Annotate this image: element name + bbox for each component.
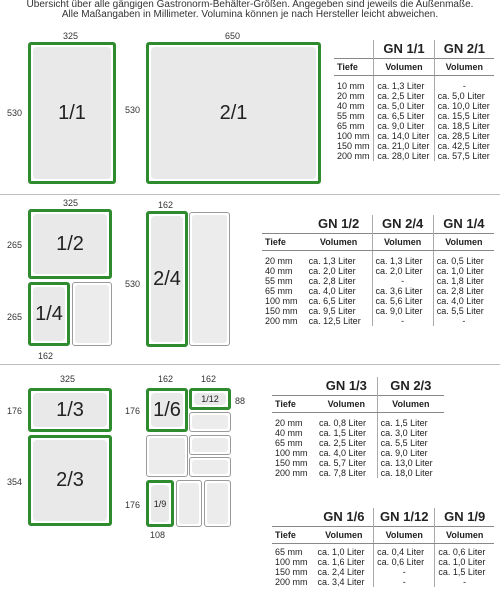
dim-width-162-b: 162: [201, 374, 217, 384]
table-row: 100 mm ca. 14,0 Liter ca. 28,5 Liter: [334, 131, 494, 141]
col-volumen: Volumen: [315, 526, 374, 543]
section-divider: [0, 194, 500, 195]
col-volumen: Volumen: [377, 395, 444, 412]
gn-1-9-outline: [176, 480, 202, 527]
dim-width-162-b: 162: [38, 351, 54, 361]
gn-2-4-label: 2/4: [153, 267, 181, 290]
gn-1-1-container: [28, 42, 116, 184]
table-row: 100 mm ca. 1,6 Liter ca. 0,6 Liter ca. 1,0 Liter: [272, 557, 494, 567]
volume-table-gn-1-6-1-12-1-9: [272, 508, 494, 587]
dim-height-265-b: 265: [7, 312, 23, 322]
table-row: 10 mm ca. 1,3 Liter -: [334, 81, 494, 91]
table-row: 40 mm ca. 5,0 Liter ca. 10,0 Liter: [334, 101, 494, 111]
col-volumen: Volumen: [372, 233, 433, 250]
dim-height-176: 176: [7, 406, 23, 416]
intro-line-1: Übersicht über alle gängigen Gastronorm-Behälter-Größen. Angegeben sind jeweils die Außenmaße.: [26, 0, 474, 10]
gn-1-9-label: 1/9: [153, 498, 167, 509]
col-tiefe: Tiefe: [272, 526, 315, 543]
table-row: 200 mm ca. 3,4 Liter - -: [272, 577, 494, 587]
table-row: 55 mm ca. 2,8 Liter - ca. 1,8 Liter: [262, 276, 494, 286]
header-gn-1-6: GN 1/6: [323, 508, 365, 524]
gn-1-12-outline: [189, 435, 231, 455]
col-volumen: Volumen: [306, 233, 372, 250]
dim-width-325: 325: [60, 374, 76, 384]
gn-1-4-outline: [72, 282, 112, 346]
header-gn-2-1: GN 2/1: [434, 40, 494, 58]
header-gn-1-2: GN 1/2: [317, 215, 360, 231]
header-gn-1-4: GN 1/4: [433, 215, 494, 233]
volume-table-gn-1-3-2-3: [272, 377, 444, 478]
col-volumen: Volumen: [435, 526, 494, 543]
col-tiefe: Tiefe: [334, 58, 374, 75]
dim-height-530-b: 530: [125, 105, 141, 115]
col-volumen: Volumen: [374, 58, 434, 75]
table-row: 40 mm ca. 2,0 Liter ca. 2,0 Liter ca. 1,0 Liter: [262, 266, 494, 276]
section-divider: [0, 364, 500, 365]
table-row: 20 mm ca. 1,3 Liter ca. 1,3 Liter ca. 0,5 Liter: [262, 256, 494, 266]
table-row: 150 mm ca. 21,0 Liter ca. 42,5 Liter: [334, 141, 494, 151]
gn-2-4-container: [146, 211, 188, 347]
gn-2-1-label: 2/1: [219, 101, 248, 124]
table-row: 150 mm ca. 2,4 Liter - ca. 1,5 Liter: [272, 567, 494, 577]
dim-height-354: 354: [7, 477, 23, 487]
gn-1-12-outline: [189, 412, 231, 432]
dim-height-530: 530: [125, 279, 141, 289]
col-tiefe: Tiefe: [262, 233, 306, 250]
table-row: 200 mm ca. 7,8 Liter ca. 18,0 Liter: [272, 468, 444, 478]
table-row: 100 mm ca. 6,5 Liter ca. 5,6 Liter ca. 4,0 Liter: [262, 296, 494, 306]
table-row: 100 mm ca. 4,0 Liter ca. 9,0 Liter: [272, 448, 444, 458]
header-gn-2-3: GN 2/3: [377, 377, 444, 395]
intro-text: [0, 0, 500, 20]
col-volumen: Volumen: [316, 395, 377, 412]
gn-1-9-container: [146, 480, 174, 527]
table-row: 150 mm ca. 5,7 Liter ca. 13,0 Liter: [272, 458, 444, 468]
table-row: 20 mm ca. 2,5 Liter ca. 5,0 Liter: [334, 91, 494, 101]
gn-1-4-container: [28, 282, 70, 346]
gn-1-12-label: 1/12: [201, 394, 219, 404]
gn-1-3-container: [28, 388, 112, 432]
col-volumen: Volumen: [434, 58, 494, 75]
dim-height-176-c: 176: [125, 500, 141, 510]
gn-1-12-outline: [189, 457, 231, 477]
header-gn-1-12: GN 1/12: [374, 508, 435, 526]
col-tiefe: Tiefe: [272, 395, 316, 412]
gn-2-3-label: 2/3: [56, 469, 84, 491]
gn-1-6-container: [146, 388, 188, 432]
dim-width-325: 325: [63, 198, 79, 208]
table-row: 55 mm ca. 6,5 Liter ca. 15,5 Liter: [334, 111, 494, 121]
table-row: 150 mm ca. 9,5 Liter ca. 9,0 Liter ca. 5,5 Liter: [262, 306, 494, 316]
table-row: 40 mm ca. 1,5 Liter ca. 3,0 Liter: [272, 428, 444, 438]
gn-2-3-container: [28, 435, 112, 526]
header-gn-2-4: GN 2/4: [372, 215, 433, 233]
header-gn-1-9: GN 1/9: [435, 508, 494, 526]
table-row: 65 mm ca. 2,5 Liter ca. 5,5 Liter: [272, 438, 444, 448]
header-gn-1-1: GN 1/1: [374, 40, 434, 58]
table-row: 200 mm ca. 12,5 Liter - -: [262, 316, 494, 326]
gn-2-4-outline: [189, 212, 230, 346]
gn-1-12-container: [189, 388, 231, 410]
gn-2-1-container: [146, 42, 321, 184]
table-row: 65 mm ca. 4,0 Liter ca. 3,6 Liter ca. 2,8 Liter: [262, 286, 494, 296]
gn-1-6-label: 1/6: [153, 398, 181, 421]
dim-width-162: 162: [158, 200, 174, 210]
gn-1-6-outline: [146, 435, 188, 477]
dim-width-108: 108: [150, 530, 166, 540]
volume-table-gn-1-1-2-1: [334, 40, 494, 161]
dim-width-325: 325: [63, 31, 79, 41]
col-volumen: Volumen: [433, 233, 494, 250]
gn-1-3-label: 1/3: [56, 398, 84, 421]
table-row: 65 mm ca. 1,0 Liter ca. 0,4 Liter ca. 0,6 Liter: [272, 547, 494, 557]
volume-table-gn-1-2-2-4-1-4: [262, 215, 494, 326]
header-gn-1-3: GN 1/3: [325, 377, 367, 393]
table-row: 65 mm ca. 9,0 Liter ca. 18,5 Liter: [334, 121, 494, 131]
dim-width-162: 162: [158, 374, 174, 384]
gn-1-4-label: 1/4: [35, 302, 63, 325]
dim-height-176-b: 176: [125, 406, 141, 416]
dim-height-530: 530: [7, 108, 23, 118]
table-row: 200 mm ca. 28,0 Liter ca. 57,5 Liter: [334, 151, 494, 161]
gn-1-2-container: [28, 209, 112, 279]
dim-width-650: 650: [225, 31, 241, 41]
dim-height-88: 88: [235, 396, 246, 406]
table-row: 20 mm ca. 0,8 Liter ca. 1,5 Liter: [272, 418, 444, 428]
gn-1-1-label: 1/1: [58, 101, 86, 124]
gn-1-2-label: 1/2: [56, 232, 84, 255]
intro-line-2: Alle Maßangaben in Millimeter. Volumina können je nach Hersteller leicht abweichen.: [61, 9, 439, 20]
col-volumen: Volumen: [374, 526, 435, 543]
dim-height-265: 265: [7, 240, 23, 250]
gn-1-9-outline: [204, 480, 231, 527]
